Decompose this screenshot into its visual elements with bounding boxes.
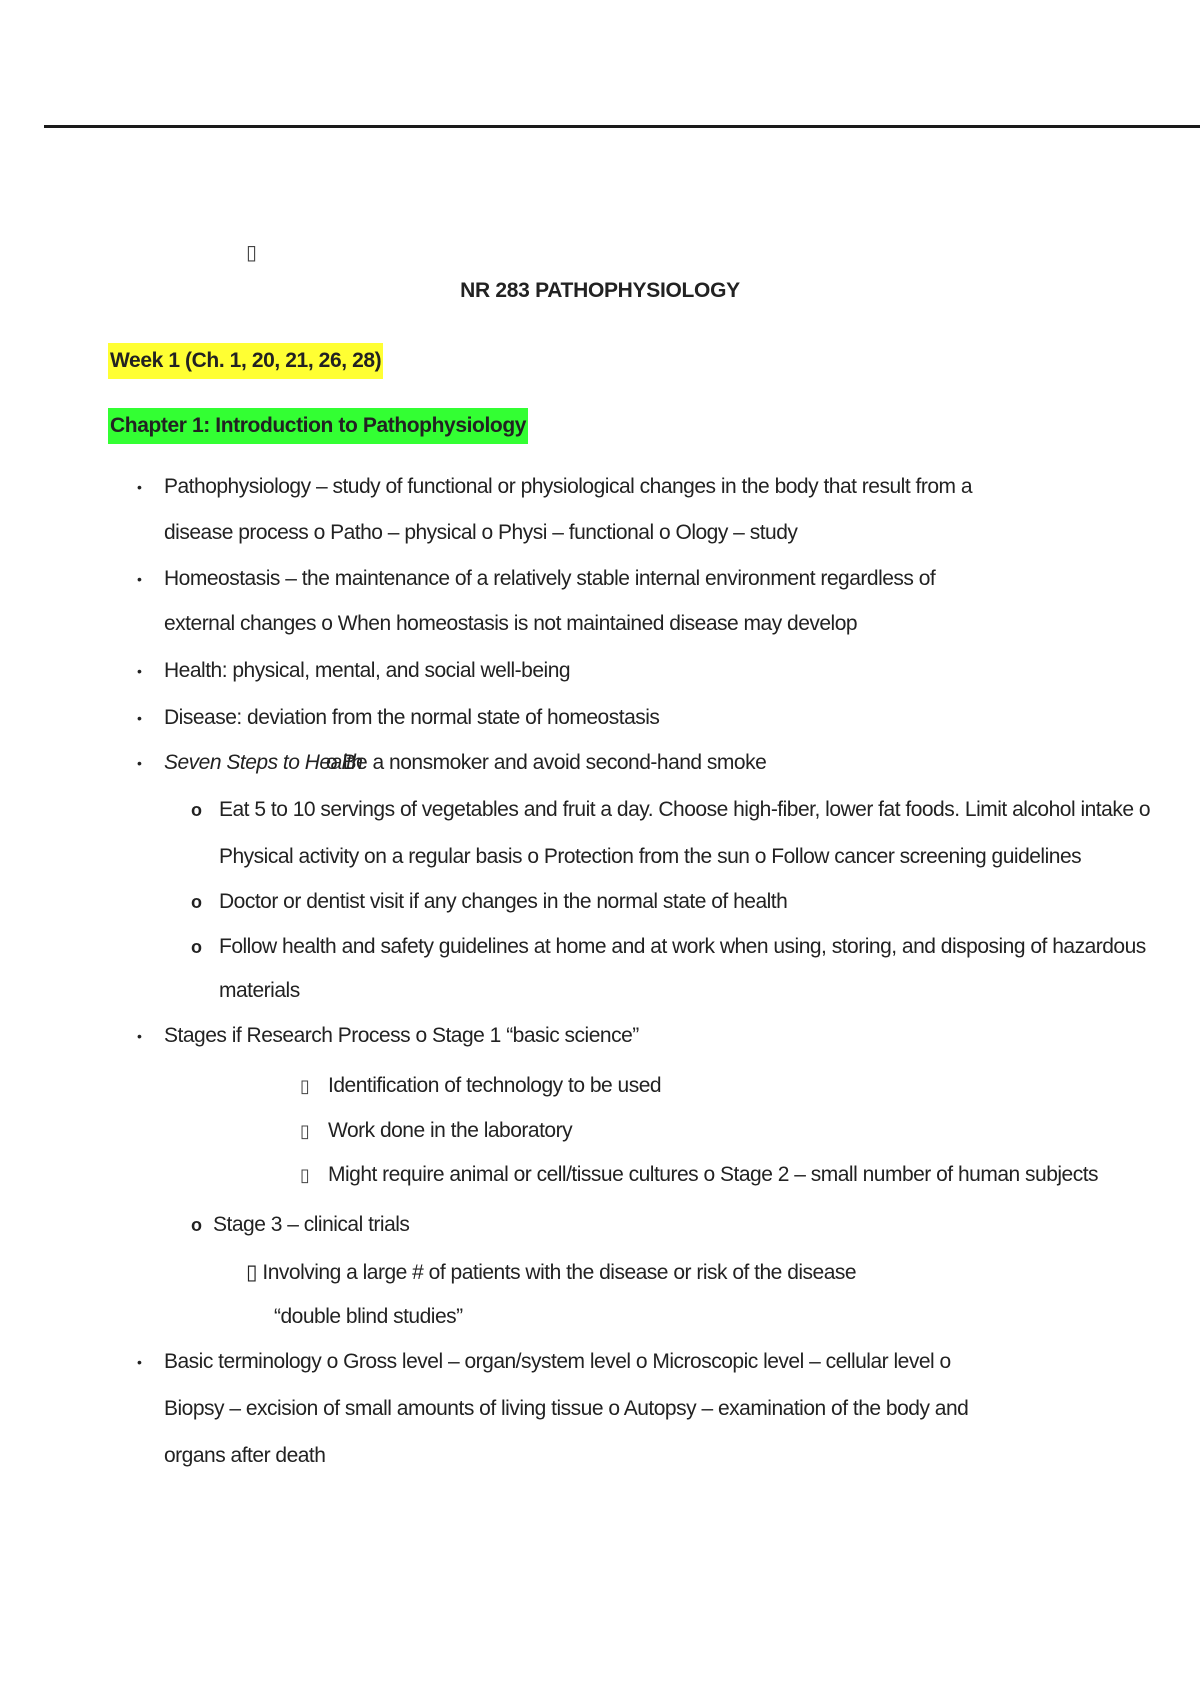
text-line: organs after death — [164, 1444, 326, 1467]
bullet-icon: • — [137, 1028, 142, 1044]
missing-glyph-icon: ▯ — [246, 242, 258, 264]
bullet-icon: • — [137, 755, 142, 771]
header-rule — [44, 125, 1200, 128]
chapter-heading: Chapter 1: Introduction to Pathophysiology — [108, 408, 528, 444]
text-line: Stage 3 – clinical trials — [213, 1213, 410, 1236]
text-line: Homeostasis – the maintenance of a relatively stable internal environment regardless of — [164, 567, 936, 590]
text-line: Pathophysiology – study of functional or physiological changes in the body that result from a — [164, 475, 973, 498]
bullet-icon: • — [137, 663, 142, 679]
circle-bullet-icon: o — [191, 1215, 202, 1235]
text-line: disease process o Patho – physical o Physi – functional o Ology – study — [164, 521, 798, 544]
text-line: Work done in the laboratory — [328, 1119, 573, 1142]
text-line: Follow health and safety guidelines at home and at work when using, storing, and disposing of hazardous — [219, 935, 1146, 958]
text-line: Might require animal or cell/tissue cultures o Stage 2 – small number of human subjects — [328, 1163, 1099, 1186]
circle-bullet-icon: o — [191, 937, 202, 957]
text-line: o Be a nonsmoker and avoid second-hand smoke — [326, 751, 767, 774]
text-line: Stages if Research Process o Stage 1 “basic science” — [164, 1024, 639, 1047]
bullet-icon: • — [137, 571, 142, 587]
text-line: ▯ Involving a large # of patients with the disease or risk of the disease — [246, 1261, 857, 1284]
text-line: Disease: deviation from the normal state of homeostasis — [164, 706, 660, 729]
text-line: Identification of technology to be used — [328, 1074, 662, 1097]
text-line: Biopsy – excision of small amounts of living tissue o Autopsy – examination of the body and — [164, 1397, 969, 1420]
circle-bullet-icon: o — [191, 892, 202, 912]
text-line-italic: Seven Steps to Health — [164, 751, 363, 774]
text-line: Doctor or dentist visit if any changes in the normal state of health — [219, 890, 788, 913]
text-line: materials — [219, 979, 300, 1002]
page-title: NR 283 PATHOPHYSIOLOGY — [460, 279, 740, 302]
bullet-icon: • — [137, 479, 142, 495]
text-line: “double blind studies” — [274, 1305, 463, 1328]
text-line: Physical activity on a regular basis o Protection from the sun o Follow cancer screening guidelines — [219, 845, 1082, 868]
text-line: external changes o When homeostasis is not maintained disease may develop — [164, 612, 858, 635]
box-bullet-icon: ▯ — [300, 1165, 310, 1185]
bullet-icon: • — [137, 1354, 142, 1370]
text-line: Eat 5 to 10 servings of vegetables and fruit a day. Choose high-fiber, lower fat foods. Limit alcohol intake o — [219, 798, 1151, 821]
box-bullet-icon: ▯ — [300, 1076, 310, 1096]
bullet-icon: • — [137, 710, 142, 726]
text-line: Health: physical, mental, and social well-being — [164, 659, 571, 682]
circle-bullet-icon: o — [191, 800, 202, 820]
box-bullet-icon: ▯ — [300, 1121, 310, 1141]
week-heading: Week 1 (Ch. 1, 20, 21, 26, 28) — [108, 343, 383, 379]
text-line: Basic terminology o Gross level – organ/system level o Microscopic level – cellular level o — [164, 1350, 951, 1373]
